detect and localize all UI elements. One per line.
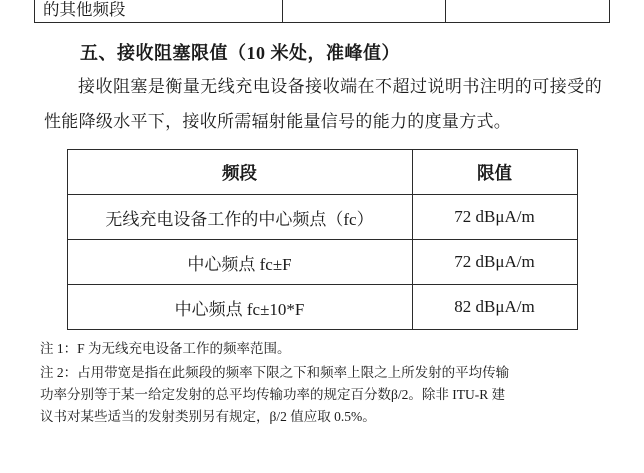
- table-row: [67, 240, 577, 285]
- continued-table-body: [35, 0, 610, 23]
- continued-table-cell-middle: [283, 0, 446, 23]
- table-header-row: [67, 150, 577, 195]
- limits-table: [67, 149, 578, 330]
- continued-table-cell-band: 的其他频段: [35, 0, 283, 23]
- footnote-2-line-3: 议书对某些适当的发射类别另有规定，β/2 值应取 0.5%。: [40, 409, 376, 424]
- body-paragraph: 接收阻塞是衡量无线充电设备接收端在不超过说明书注明的可接受的性能降级水平下，接收所需辐射能量信号的能力的度量方式。: [44, 77, 602, 131]
- cell-limit: 72 dBμA/m: [412, 195, 577, 240]
- footnote-2-line-2: 功率分别等于某一给定发射的总平均传输功率的规定百分数β/2。除非 ITU-R 建: [40, 387, 506, 402]
- limits-table-head: [67, 150, 577, 195]
- continued-table-cell-right: [446, 0, 610, 23]
- section-heading: 五、接收阻塞限值（10 米处，准峰值）: [80, 43, 400, 63]
- cell-limit: 72 dBμA/m: [412, 240, 577, 285]
- cell-band: 无线充电设备工作的中心频点（fc）: [67, 195, 412, 240]
- limits-table-body: [67, 195, 577, 330]
- footnote-2: [40, 362, 606, 428]
- continued-table: [34, 0, 610, 23]
- cell-band: 中心频点 fc±10*F: [67, 285, 412, 330]
- footnote-1: 注 1：F 为无线充电设备工作的频率范围。: [40, 341, 291, 356]
- footnotes: [40, 338, 606, 428]
- cell-limit: 82 dBμA/m: [412, 285, 577, 330]
- column-header-limit: 限值: [412, 150, 577, 195]
- table-row: [35, 0, 610, 23]
- column-header-band: 频段: [67, 150, 412, 195]
- table-row: [67, 195, 577, 240]
- footnote-2-line-1: 注 2：占用带宽是指在此频段的频率下限之下和频率上限之上所发射的平均传输: [40, 365, 510, 380]
- cell-band: 中心频点 fc±F: [67, 240, 412, 285]
- table-row: [67, 285, 577, 330]
